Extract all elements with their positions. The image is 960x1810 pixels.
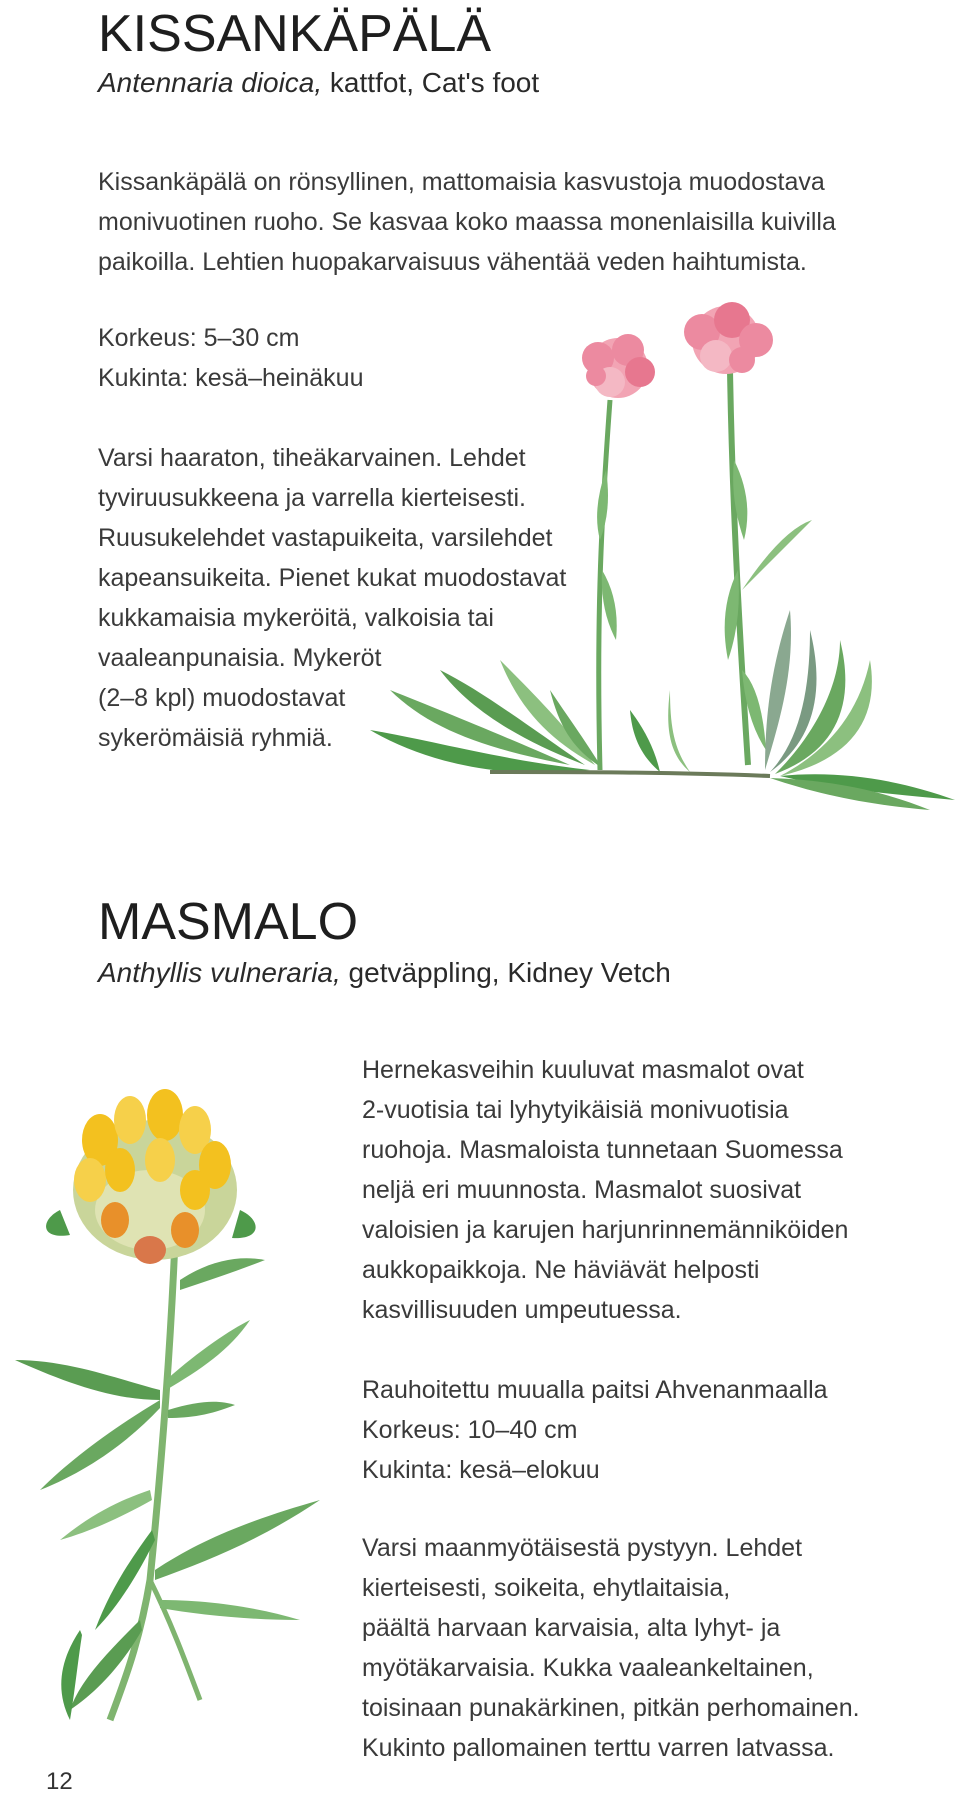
species-title-masmalo: MASMALO	[98, 893, 359, 951]
text-line: sykerömäisiä ryhmiä.	[98, 724, 333, 752]
fact-height: Korkeus: 5–30 cm	[98, 324, 300, 352]
text-line: kapeansuikeita. Pienet kukat muodostavat	[98, 564, 567, 592]
species-title-kissankapala: KISSANKÄPÄLÄ	[98, 5, 492, 63]
text-line: kasvillisuuden umpeutuessa.	[362, 1296, 682, 1324]
text-line: Kukinto pallomainen terttu varren latvassa.	[362, 1734, 835, 1762]
description-kissankapala	[98, 162, 836, 282]
text-line: Hernekasveihin kuuluvat masmalot ovat	[362, 1056, 804, 1084]
pink-flower-head-left	[582, 334, 655, 398]
text-line: Ruusukelehdet vastapuikeita, varsilehdet	[98, 524, 553, 552]
yellow-flower-head	[46, 1089, 256, 1264]
text-line: tyviruusukkeena ja varrella kierteisesti.	[98, 484, 526, 512]
fact-height: Korkeus: 10–40 cm	[362, 1416, 578, 1444]
facts-kissankapala	[98, 318, 363, 398]
cats-foot-illustration	[370, 310, 960, 830]
text-line: aukkopaikkoja. Ne häviävät helposti	[362, 1256, 760, 1284]
text-line: vaaleanpunaisia. Mykeröt	[98, 644, 382, 672]
text-line: (2–8 kpl) muodostavat	[98, 684, 346, 712]
text-line: Varsi haaraton, tiheäkarvainen. Lehdet	[98, 444, 526, 472]
fact-bloom: Kukinta: kesä–elokuu	[362, 1456, 600, 1484]
text-line: Kissankäpälä on rönsyllinen, mattomaisia kasvustoja muodostava	[98, 168, 825, 196]
page-number: 12	[46, 1768, 73, 1795]
species-subtitle-masmalo	[98, 958, 671, 989]
latin-name: Anthyllis vulneraria,	[98, 957, 341, 988]
text-line: monivuotinen ruoho. Se kasvaa koko maassa monenlaisilla kuivilla	[98, 208, 836, 236]
text-line: kukkamaisia mykeröitä, valkoisia tai	[98, 604, 494, 632]
description-masmalo	[362, 1050, 848, 1330]
text-line: päältä harvaan karvaisia, alta lyhyt- ja	[362, 1614, 781, 1642]
facts-masmalo	[362, 1370, 828, 1490]
text-line: kierteisesti, soikeita, ehytlaitaisia,	[362, 1574, 731, 1602]
text-line: paikoilla. Lehtien huopakarvaisuus vähentää veden haihtumista.	[98, 248, 807, 276]
text-line: valoisien ja karujen harjunrinnemänniköiden	[362, 1216, 849, 1244]
latin-name: Antennaria dioica,	[98, 67, 323, 98]
species-subtitle-kissankapala	[98, 68, 539, 99]
fact-protected: Rauhoitettu muualla paitsi Ahvenanmaalla	[362, 1376, 828, 1404]
text-line: myötäkarvaisia. Kukka vaaleankeltainen,	[362, 1654, 814, 1682]
text-line: neljä eri muunnosta. Masmalot suosivat	[362, 1176, 802, 1204]
morphology-masmalo	[362, 1528, 860, 1768]
kidney-vetch-illustration	[0, 1060, 340, 1730]
text-line: toisinaan punakärkinen, pitkän perhomainen.	[362, 1694, 860, 1722]
fact-bloom: Kukinta: kesä–heinäkuu	[98, 364, 364, 392]
common-names: getväppling, Kidney Vetch	[340, 957, 671, 988]
pink-flower-head-right	[684, 302, 773, 374]
common-names: kattfot, Cat's foot	[322, 67, 540, 98]
text-line: Varsi maanmyötäisestä pystyyn. Lehdet	[362, 1534, 803, 1562]
text-line: ruohoja. Masmaloista tunnetaan Suomessa	[362, 1136, 843, 1164]
text-line: 2-vuotisia tai lyhytyikäisiä monivuotisia	[362, 1096, 789, 1124]
